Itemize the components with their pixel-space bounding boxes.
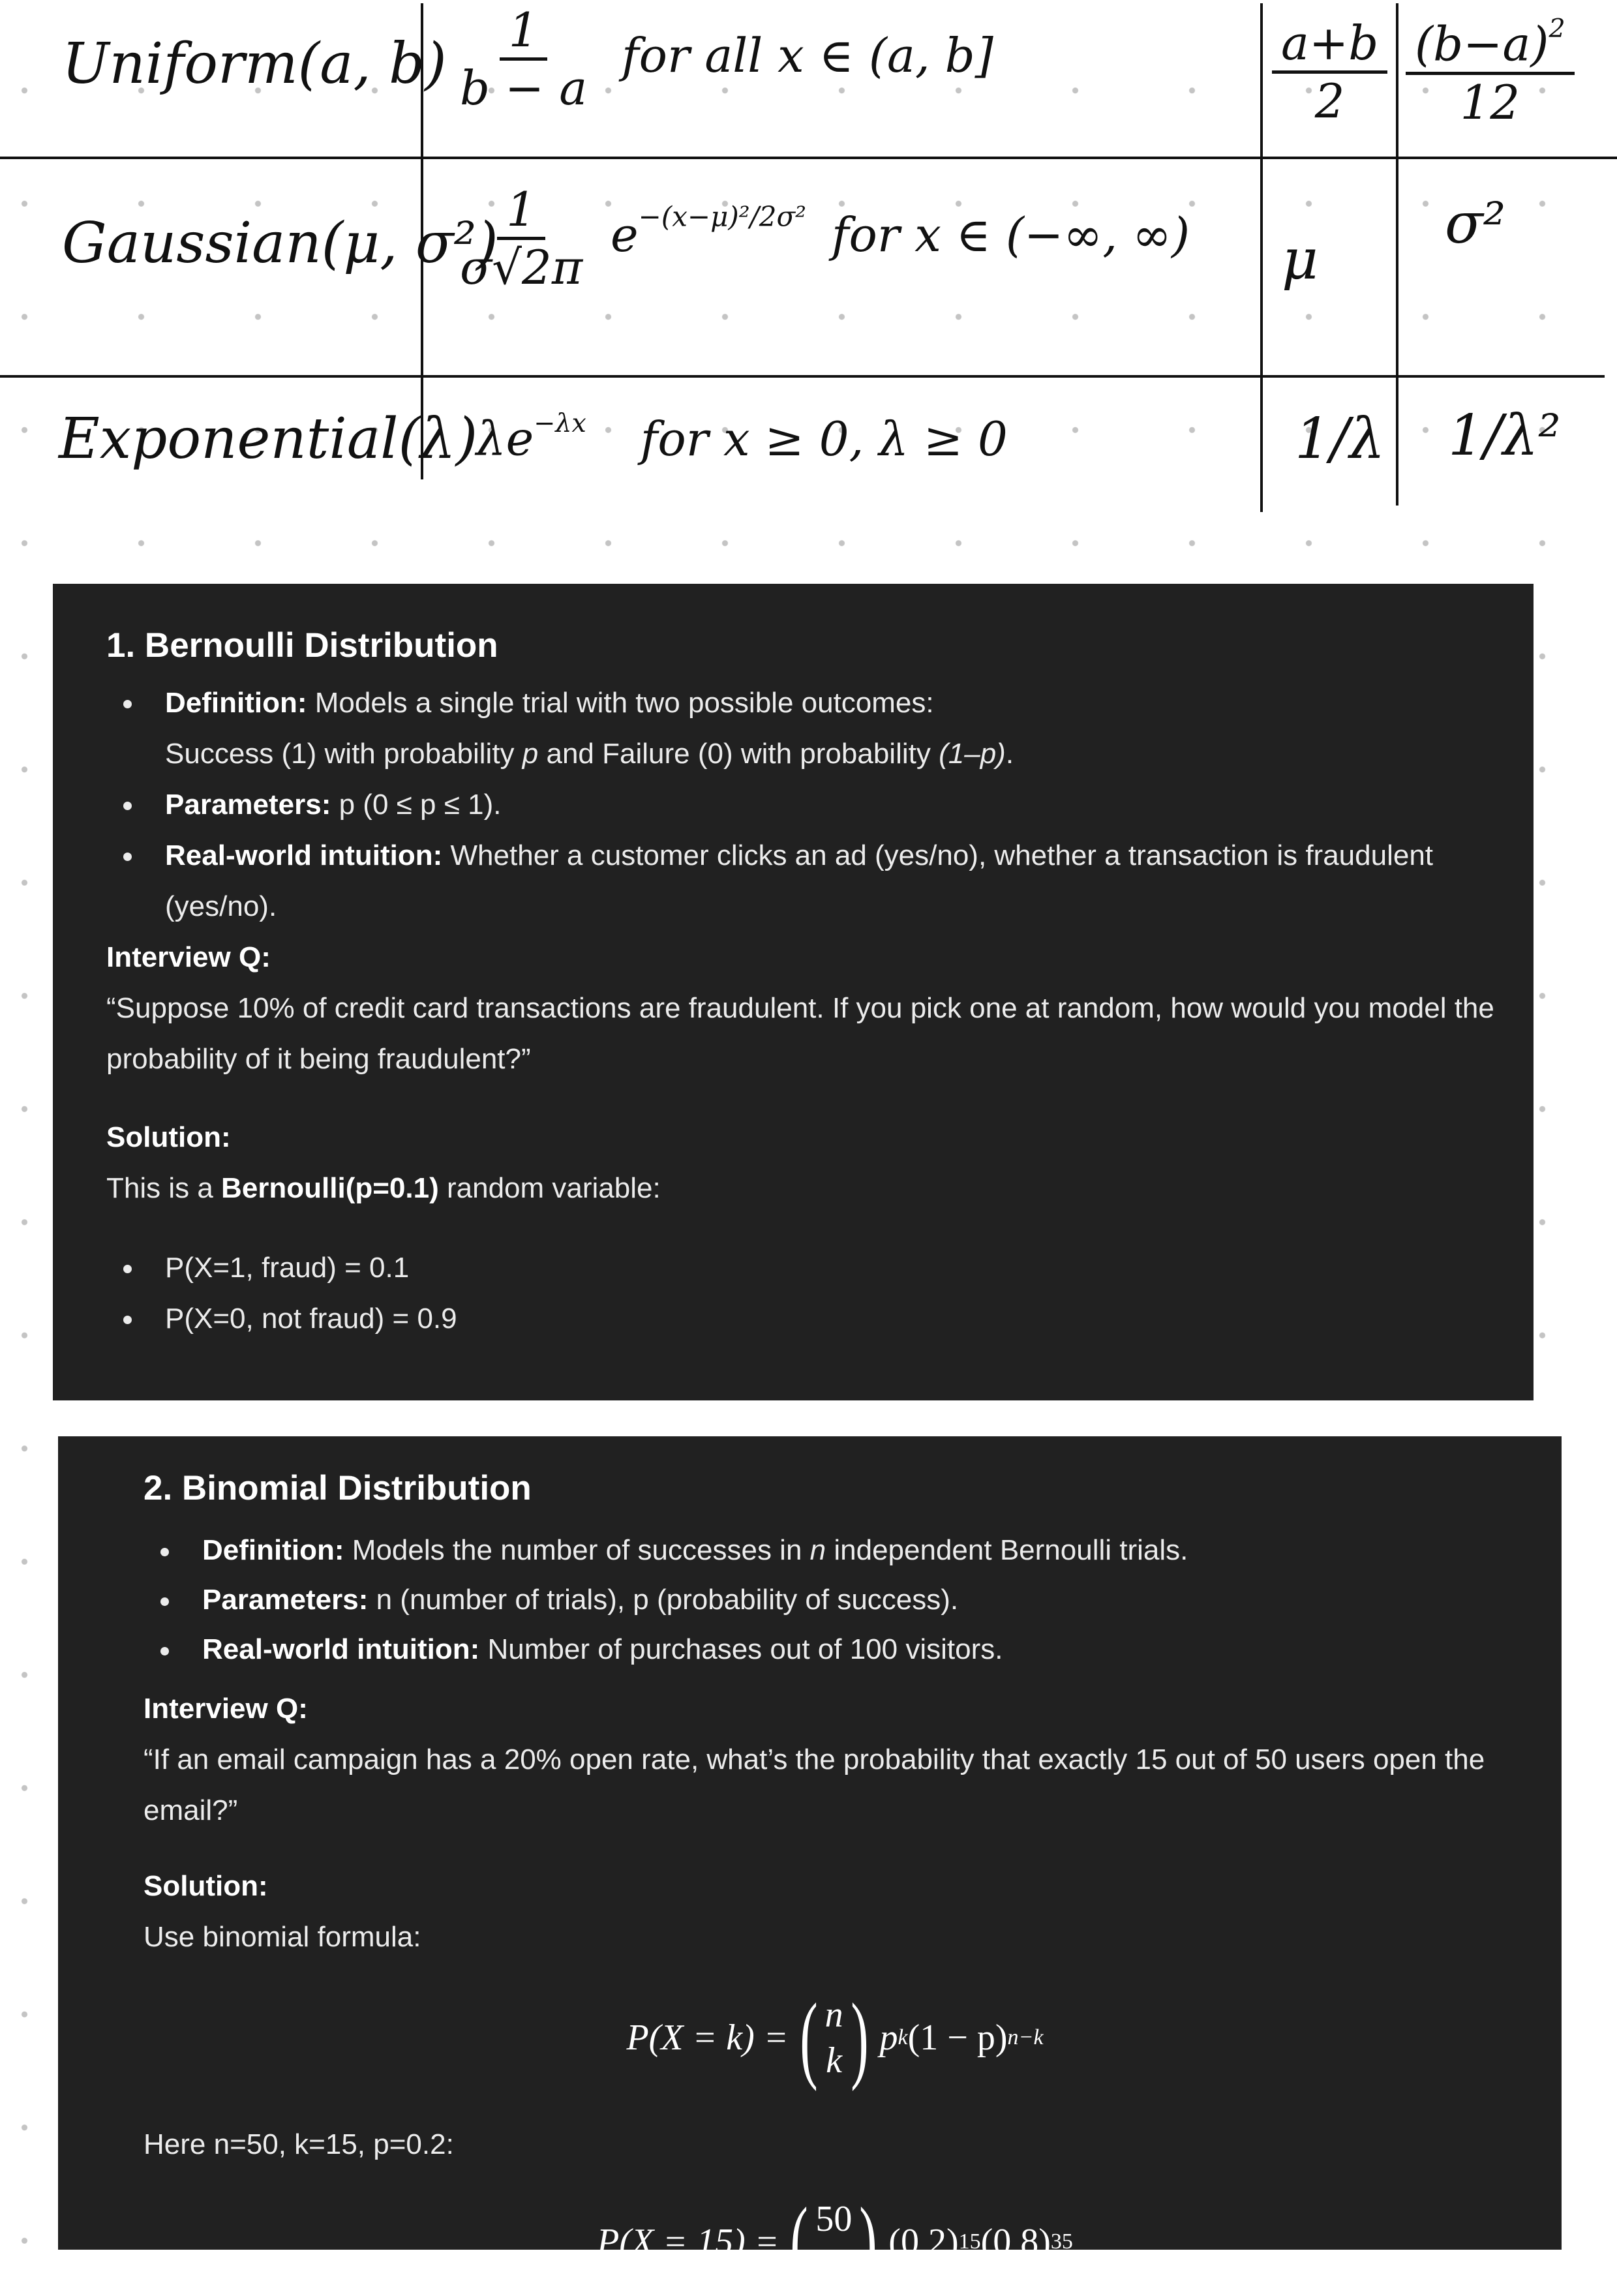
formula1-binom-bottom: k (826, 2040, 842, 2081)
binomial-bullets (144, 1526, 1526, 1674)
bernoulli-bullets (106, 678, 1509, 932)
bernoulli-panel (53, 584, 1534, 1400)
definition-line2-c: (1–p) (939, 738, 1006, 770)
uniform-mean-denominator: 2 (1314, 74, 1345, 128)
handwritten-distribution-table (0, 0, 1617, 522)
exponential-pdf-exponent: −λx (534, 408, 586, 438)
gaussian-pdf-e: e (611, 207, 639, 262)
solution-b: Bernoulli(p=0.1) (221, 1172, 439, 1204)
row-gaussian-name: Gaussian(μ, σ²) (62, 211, 498, 276)
row-uniform-variance (1406, 14, 1575, 130)
formula1-exp2: n−k (1007, 2025, 1044, 2049)
bernoulli-parameters (106, 779, 1509, 830)
formula2-exp1: 15 (958, 2229, 981, 2254)
table-hline-2 (0, 375, 1605, 378)
row-uniform-pdf (460, 3, 993, 115)
bernoulli-interview-text: “Suppose 10% of credit card transactions are fraudulent. If you pick one at random, how would you model the probability of it being fraudulent?” (106, 992, 1494, 1075)
uniform-mean-numerator: a+b (1272, 20, 1387, 74)
result-item: P(X=0, not fraud) = 0.9 (106, 1293, 1509, 1344)
intuition-text: Number of purchases out of 100 visitors. (487, 1633, 1003, 1665)
formula1-base1: p (879, 2017, 898, 2058)
definition-line2-p: p (522, 738, 539, 770)
uniform-pdf-fraction (460, 3, 588, 115)
formula2-binomial-coefficient: ( 50 15 ) (790, 2188, 878, 2296)
bernoulli-results (106, 1243, 1509, 1344)
binomial-interview-label: Interview Q: (144, 1693, 308, 1725)
binomial-formula-specific (144, 2190, 1526, 2294)
definition-a: Models the number of successes in (352, 1534, 810, 1566)
definition-label: Definition: (165, 687, 307, 719)
binomial-title: 2. Binomial Distribution (144, 1469, 532, 1507)
uniform-pdf-denominator: b − a (460, 61, 588, 115)
binomial-definition (144, 1526, 1526, 1575)
solution-c: random variable: (438, 1172, 661, 1204)
definition-label: Definition: (202, 1534, 344, 1566)
binomial-formula-general (144, 1984, 1526, 2092)
table-vline-3 (1396, 3, 1398, 506)
formula1-lhs: P(X = k) = (626, 2017, 789, 2058)
row-gaussian-variance: σ² (1445, 191, 1506, 256)
bernoulli-intuition (106, 830, 1509, 932)
bernoulli-interview-label: Interview Q: (106, 941, 271, 973)
definition-line2-d: . (1005, 738, 1014, 770)
definition-n: n (809, 1534, 826, 1566)
bernoulli-definition (106, 678, 1509, 779)
row-exponential-mean: 1/λ (1295, 406, 1385, 472)
binomial-panel (58, 1436, 1562, 2296)
uniform-pdf-numerator: 1 (500, 7, 548, 61)
gaussian-pdf-condition: for x ∈ (−∞, ∞) (831, 207, 1190, 262)
formula1-exp1: k (898, 2025, 908, 2049)
solution-a: This is a (106, 1172, 222, 1204)
uniform-variance-numerator: (b−a) (1415, 16, 1549, 72)
intuition-label: Real-world intuition: (165, 839, 443, 871)
parameters-label: Parameters: (165, 789, 331, 821)
binomial-solution-label: Solution: (144, 1870, 268, 1902)
exponential-pdf-base: λe (476, 411, 534, 466)
uniform-pdf-condition: for all x ∈ (a, b] (622, 27, 993, 83)
row-uniform-name: Uniform(a, b) (62, 31, 447, 97)
parameters-label: Parameters: (202, 1584, 369, 1616)
result-item: P(X=1, fraud) = 0.1 (106, 1243, 1509, 1293)
formula1-binom-top: n (824, 1995, 843, 2035)
bernoulli-solution-text (106, 1163, 1509, 1214)
row-gaussian-mean: μ (1282, 227, 1318, 292)
bernoulli-solution-label: Solution: (106, 1121, 231, 1153)
definition-text: Models a single trial with two possible outcomes: (314, 687, 934, 719)
gaussian-pdf-denominator: σ√2π (460, 240, 583, 295)
uniform-variance-exponent: 2 (1549, 14, 1565, 44)
definition-b: independent Bernoulli trials. (826, 1534, 1188, 1566)
formula2-exp2: 35 (1050, 2229, 1073, 2254)
row-exponential-variance: 1/λ² (1448, 403, 1561, 468)
parameters-text: n (number of trials), p (probability of success). (376, 1584, 959, 1616)
formula2-lhs: P(X = 15) = (597, 2222, 779, 2262)
binomial-parameters (144, 1575, 1526, 1625)
definition-line2-a: Success (1) with probability (165, 738, 522, 770)
table-hline-1 (0, 157, 1617, 159)
bernoulli-title: 1. Bernoulli Distribution (106, 626, 498, 665)
gaussian-pdf-exponent: −(x−μ)²/2σ² (638, 200, 807, 233)
parameters-text: p (0 ≤ p ≤ 1). (339, 789, 502, 821)
row-exponential-name: Exponential(λ) (59, 406, 478, 472)
exponential-pdf-condition: for x ≥ 0, λ ≥ 0 (640, 411, 1008, 466)
uniform-variance-denominator: 12 (1460, 74, 1520, 130)
formula1-base2: (1 − p) (907, 2017, 1008, 2058)
row-exponential-pdf (476, 408, 1008, 466)
intuition-text: Whether a customer clicks an ad (yes/no), whether a transaction is fraudulent (yes/no). (165, 839, 1434, 922)
intuition-label: Real-world intuition: (202, 1633, 480, 1665)
formula2-base1: (0.2) (888, 2222, 959, 2262)
row-uniform-mean (1272, 16, 1387, 128)
binomial-here-text: Here n=50, k=15, p=0.2: (144, 2128, 454, 2160)
binomial-interview-text: “If an email campaign has a 20% open rate, what’s the probability that exactly 15 out of 50 users open the email?” (144, 1744, 1485, 1826)
formula2-base2: (0.8) (980, 2222, 1051, 2262)
row-gaussian-pdf (460, 182, 1190, 295)
gaussian-pdf-numerator: 1 (497, 186, 545, 240)
formula2-binom-top: 50 (815, 2199, 853, 2239)
binomial-solution-text: Use binomial formula: (144, 1921, 421, 1953)
formula2-binom-bottom: 15 (815, 2244, 853, 2285)
binomial-intuition (144, 1625, 1526, 1674)
definition-line2-b: and Failure (0) with probability (538, 738, 939, 770)
formula1-binomial-coefficient: ( n k ) (799, 1984, 869, 2092)
table-vline-2 (1260, 3, 1263, 512)
